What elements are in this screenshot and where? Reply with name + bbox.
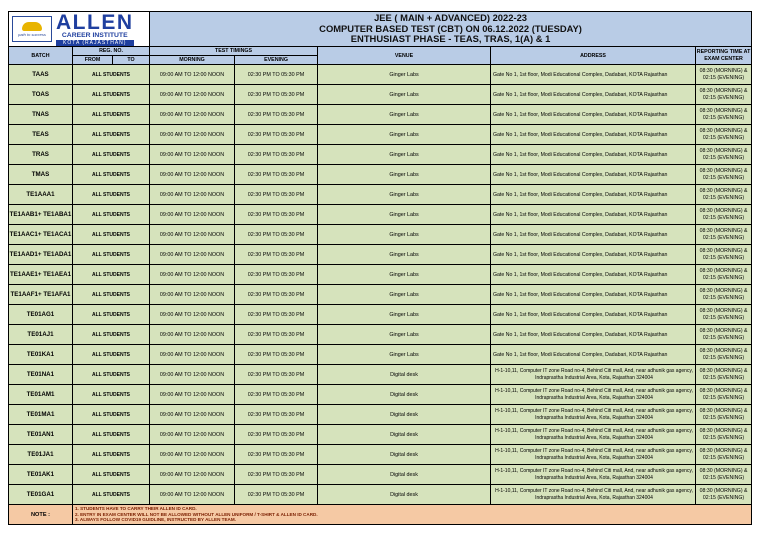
reg-no-cell: ALL STUDENTS [73, 225, 150, 245]
evening-time-cell: 02:30 PM TO 05:30 PM [235, 125, 318, 145]
allen-logo [9, 13, 149, 46]
batch-cell: TE1AAD1+ TE1ADA1 [9, 245, 73, 265]
venue-cell: Ginger Labs [318, 125, 491, 145]
header-morning: MORNING [150, 56, 235, 65]
morning-time-cell: 09:00 AM TO 12:00 NOON [150, 325, 235, 345]
evening-time-cell: 02:30 PM TO 05:30 PM [235, 485, 318, 505]
morning-time-cell: 09:00 AM TO 12:00 NOON [150, 145, 235, 165]
batch-cell: TE1AAB1+ TE1ABA1 [9, 205, 73, 225]
table-row [9, 365, 752, 385]
reporting-time-cell: 08:30 (MORNING) & 02:15 (EVENING) [696, 145, 752, 165]
table-row [9, 285, 752, 305]
batch-cell: TRAS [9, 145, 73, 165]
evening-time-cell: 02:30 PM TO 05:30 PM [235, 265, 318, 285]
reporting-time-cell: 08:30 (MORNING) & 02:15 (EVENING) [696, 225, 752, 245]
venue-cell: Ginger Labs [318, 205, 491, 225]
reporting-time-cell: 08:30 (MORNING) & 02:15 (EVENING) [696, 105, 752, 125]
reg-no-cell: ALL STUDENTS [73, 105, 150, 125]
venue-cell: Ginger Labs [318, 225, 491, 245]
venue-cell: Digital desk [318, 465, 491, 485]
evening-time-cell: 02:30 PM TO 05:30 PM [235, 285, 318, 305]
header-from: FROM [73, 56, 113, 65]
bulb-icon [22, 22, 42, 31]
morning-time-cell: 09:00 AM TO 12:00 NOON [150, 405, 235, 425]
reporting-time-cell: 08:30 (MORNING) & 02:15 (EVENING) [696, 445, 752, 465]
address-cell: Gate No 1, 1st floor, Modi Educational Complex, Dadabari, KOTA Rajasthan [491, 145, 696, 165]
table-row [9, 165, 752, 185]
reporting-time-cell: 08:30 (MORNING) & 02:15 (EVENING) [696, 345, 752, 365]
address-cell: H-1-10,11, Computer IT zone Road no-4, Behind Citi mall, And, near adhunik gas agency, Indraprastha Industrial Area, Kota, Rajasthan 324004 [491, 465, 696, 485]
table-row [9, 65, 752, 85]
evening-time-cell: 02:30 PM TO 05:30 PM [235, 245, 318, 265]
venue-cell: Digital desk [318, 425, 491, 445]
logo-brand: ALLEN [56, 11, 134, 34]
venue-cell: Digital desk [318, 485, 491, 505]
reg-no-cell: ALL STUDENTS [73, 445, 150, 465]
reporting-time-cell: 08:30 (MORNING) & 02:15 (EVENING) [696, 65, 752, 85]
reg-no-cell: ALL STUDENTS [73, 385, 150, 405]
morning-time-cell: 09:00 AM TO 12:00 NOON [150, 165, 235, 185]
table-row [9, 305, 752, 325]
address-cell: Gate No 1, 1st floor, Modi Educational Complex, Dadabari, KOTA Rajasthan [491, 285, 696, 305]
evening-time-cell: 02:30 PM TO 05:30 PM [235, 425, 318, 445]
batch-cell: TNAS [9, 105, 73, 125]
note-line: 3. ALWAYS FOLLOW COVID19 GUIDLINE, INSTRUCTED BY ALLEN TEAM. [75, 517, 236, 523]
batch-cell: TE01AJ1 [9, 325, 73, 345]
reg-no-cell: ALL STUDENTS [73, 365, 150, 385]
batch-cell: TE1AAE1+ TE1AEA1 [9, 265, 73, 285]
reg-no-cell: ALL STUDENTS [73, 405, 150, 425]
note-lines [73, 505, 752, 525]
reporting-time-cell: 08:30 (MORNING) & 02:15 (EVENING) [696, 425, 752, 445]
batch-cell: TE01AM1 [9, 385, 73, 405]
venue-cell: Ginger Labs [318, 145, 491, 165]
evening-time-cell: 02:30 PM TO 05:30 PM [235, 105, 318, 125]
venue-cell: Ginger Labs [318, 165, 491, 185]
morning-time-cell: 09:00 AM TO 12:00 NOON [150, 125, 235, 145]
reporting-time-cell: 08:30 (MORNING) & 02:15 (EVENING) [696, 205, 752, 225]
header-reporting-time: REPORTING TIME AT EXAM CENTER [696, 47, 752, 65]
reporting-time-cell: 08:30 (MORNING) & 02:15 (EVENING) [696, 185, 752, 205]
morning-time-cell: 09:00 AM TO 12:00 NOON [150, 265, 235, 285]
morning-time-cell: 09:00 AM TO 12:00 NOON [150, 105, 235, 125]
address-cell: H-1-10,11, Computer IT zone Road no-4, Behind Citi mall, And, near adhunik gas agency, Indraprastha Industrial Area, Kota, Rajasthan 324004 [491, 425, 696, 445]
logo-emblem-icon [12, 16, 52, 42]
reporting-time-cell: 08:30 (MORNING) & 02:15 (EVENING) [696, 385, 752, 405]
schedule-sheet [8, 11, 751, 525]
header-batch: BATCH [9, 47, 73, 65]
evening-time-cell: 02:30 PM TO 05:30 PM [235, 305, 318, 325]
batch-cell: TAAS [9, 65, 73, 85]
venue-cell: Digital desk [318, 445, 491, 465]
evening-time-cell: 02:30 PM TO 05:30 PM [235, 365, 318, 385]
reporting-time-cell: 08:30 (MORNING) & 02:15 (EVENING) [696, 325, 752, 345]
table-row [9, 125, 752, 145]
logo-tagline: path to success [18, 31, 46, 37]
table-row [9, 85, 752, 105]
title-line-2: COMPUTER BASED TEST (CBT) ON 06.12.2022 (TUESDAY) [319, 22, 582, 34]
header-test-timings: TEST TIMINGS [150, 47, 318, 56]
reg-no-cell: ALL STUDENTS [73, 185, 150, 205]
reg-no-cell: ALL STUDENTS [73, 205, 150, 225]
evening-time-cell: 02:30 PM TO 05:30 PM [235, 65, 318, 85]
reg-no-cell: ALL STUDENTS [73, 465, 150, 485]
address-cell: H-1-10,11, Computer IT zone Road no-4, Behind Citi mall, And, near adhunik gas agency, Indraprastha Industrial Area, Kota, Rajasthan 324004 [491, 385, 696, 405]
address-cell: H-1-10,11, Computer IT zone Road no-4, Behind Citi mall, And, near adhunik gas agency, Indraprastha Industrial Area, Kota, Rajasthan 324004 [491, 405, 696, 425]
morning-time-cell: 09:00 AM TO 12:00 NOON [150, 305, 235, 325]
venue-cell: Ginger Labs [318, 265, 491, 285]
evening-time-cell: 02:30 PM TO 05:30 PM [235, 205, 318, 225]
reg-no-cell: ALL STUDENTS [73, 125, 150, 145]
reporting-time-cell: 08:30 (MORNING) & 02:15 (EVENING) [696, 265, 752, 285]
morning-time-cell: 09:00 AM TO 12:00 NOON [150, 465, 235, 485]
reg-no-cell: ALL STUDENTS [73, 305, 150, 325]
batch-cell: TE1AAF1+ TE1AFA1 [9, 285, 73, 305]
reporting-time-cell: 08:30 (MORNING) & 02:15 (EVENING) [696, 405, 752, 425]
batch-cell: TE01AG1 [9, 305, 73, 325]
venue-cell: Digital desk [318, 385, 491, 405]
batch-cell: TE01JA1 [9, 445, 73, 465]
header-to: TO [113, 56, 150, 65]
venue-cell: Ginger Labs [318, 285, 491, 305]
reporting-time-cell: 08:30 (MORNING) & 02:15 (EVENING) [696, 285, 752, 305]
evening-time-cell: 02:30 PM TO 05:30 PM [235, 445, 318, 465]
address-cell: Gate No 1, 1st floor, Modi Educational Complex, Dadabari, KOTA Rajasthan [491, 165, 696, 185]
reg-no-cell: ALL STUDENTS [73, 425, 150, 445]
reporting-time-cell: 08:30 (MORNING) & 02:15 (EVENING) [696, 465, 752, 485]
evening-time-cell: 02:30 PM TO 05:30 PM [235, 165, 318, 185]
header-reg-no: REG. NO. [73, 47, 150, 56]
reporting-time-cell: 08:30 (MORNING) & 02:15 (EVENING) [696, 245, 752, 265]
morning-time-cell: 09:00 AM TO 12:00 NOON [150, 65, 235, 85]
reg-no-cell: ALL STUDENTS [73, 285, 150, 305]
morning-time-cell: 09:00 AM TO 12:00 NOON [150, 285, 235, 305]
table-row [9, 405, 752, 425]
note-line: 1. STUDENTS HAVE TO CARRY THEIR ALLEN ID CARD. [75, 506, 197, 512]
batch-cell: TE01KA1 [9, 345, 73, 365]
table-row [9, 245, 752, 265]
reg-no-cell: ALL STUDENTS [73, 325, 150, 345]
table-row [9, 345, 752, 365]
address-cell: Gate No 1, 1st floor, Modi Educational Complex, Dadabari, KOTA Rajasthan [491, 265, 696, 285]
table-row [9, 325, 752, 345]
reg-no-cell: ALL STUDENTS [73, 265, 150, 285]
table-row [9, 225, 752, 245]
address-cell: Gate No 1, 1st floor, Modi Educational Complex, Dadabari, KOTA Rajasthan [491, 205, 696, 225]
address-cell: Gate No 1, 1st floor, Modi Educational Complex, Dadabari, KOTA Rajasthan [491, 125, 696, 145]
morning-time-cell: 09:00 AM TO 12:00 NOON [150, 425, 235, 445]
schedule-table [8, 11, 752, 525]
table-row [9, 265, 752, 285]
title-line-3: ENTHUSIAST PHASE - TEAS, TRAS, 1(A) & 1 [350, 33, 551, 45]
batch-cell: TE01AK1 [9, 465, 73, 485]
batch-cell: TOAS [9, 85, 73, 105]
table-row [9, 205, 752, 225]
venue-cell: Ginger Labs [318, 105, 491, 125]
venue-cell: Ginger Labs [318, 245, 491, 265]
title-line-1: JEE ( MAIN + ADVANCED) 2022-23 [374, 12, 527, 24]
morning-time-cell: 09:00 AM TO 12:00 NOON [150, 245, 235, 265]
table-row [9, 145, 752, 165]
reporting-time-cell: 08:30 (MORNING) & 02:15 (EVENING) [696, 305, 752, 325]
venue-cell: Digital desk [318, 405, 491, 425]
address-cell: Gate No 1, 1st floor, Modi Educational Complex, Dadabari, KOTA Rajasthan [491, 85, 696, 105]
batch-cell: TE1AAC1+ TE1ACA1 [9, 225, 73, 245]
venue-cell: Ginger Labs [318, 65, 491, 85]
morning-time-cell: 09:00 AM TO 12:00 NOON [150, 445, 235, 465]
batch-cell: TE01GA1 [9, 485, 73, 505]
batch-cell: TE1AAA1 [9, 185, 73, 205]
table-row [9, 465, 752, 485]
evening-time-cell: 02:30 PM TO 05:30 PM [235, 345, 318, 365]
morning-time-cell: 09:00 AM TO 12:00 NOON [150, 225, 235, 245]
address-cell: H-1-10,11, Computer IT zone Road no-4, Behind Citi mall, And, near adhunik gas agency, Indraprastha Industrial Area, Kota, Rajasthan 324004 [491, 445, 696, 465]
evening-time-cell: 02:30 PM TO 05:30 PM [235, 465, 318, 485]
table-row [9, 485, 752, 505]
reporting-time-cell: 08:30 (MORNING) & 02:15 (EVENING) [696, 125, 752, 145]
header-venue: VENUE [318, 47, 491, 65]
morning-time-cell: 09:00 AM TO 12:00 NOON [150, 345, 235, 365]
batch-cell: TE01AN1 [9, 425, 73, 445]
evening-time-cell: 02:30 PM TO 05:30 PM [235, 385, 318, 405]
reg-no-cell: ALL STUDENTS [73, 345, 150, 365]
venue-cell: Ginger Labs [318, 305, 491, 325]
reporting-time-cell: 08:30 (MORNING) & 02:15 (EVENING) [696, 485, 752, 505]
reg-no-cell: ALL STUDENTS [73, 145, 150, 165]
reporting-time-cell: 08:30 (MORNING) & 02:15 (EVENING) [696, 165, 752, 185]
morning-time-cell: 09:00 AM TO 12:00 NOON [150, 85, 235, 105]
address-cell: Gate No 1, 1st floor, Modi Educational Complex, Dadabari, KOTA Rajasthan [491, 225, 696, 245]
venue-cell: Ginger Labs [318, 85, 491, 105]
venue-cell: Ginger Labs [318, 325, 491, 345]
address-cell: Gate No 1, 1st floor, Modi Educational Complex, Dadabari, KOTA Rajasthan [491, 305, 696, 325]
table-row [9, 185, 752, 205]
header-evening: EVENING [235, 56, 318, 65]
batch-cell: TMAS [9, 165, 73, 185]
address-cell: Gate No 1, 1st floor, Modi Educational Complex, Dadabari, KOTA Rajasthan [491, 65, 696, 85]
address-cell: Gate No 1, 1st floor, Modi Educational Complex, Dadabari, KOTA Rajasthan [491, 185, 696, 205]
reg-no-cell: ALL STUDENTS [73, 85, 150, 105]
morning-time-cell: 09:00 AM TO 12:00 NOON [150, 485, 235, 505]
reg-no-cell: ALL STUDENTS [73, 165, 150, 185]
morning-time-cell: 09:00 AM TO 12:00 NOON [150, 385, 235, 405]
note-label: NOTE : [9, 505, 73, 525]
address-cell: Gate No 1, 1st floor, Modi Educational Complex, Dadabari, KOTA Rajasthan [491, 325, 696, 345]
evening-time-cell: 02:30 PM TO 05:30 PM [235, 405, 318, 425]
reporting-time-cell: 08:30 (MORNING) & 02:15 (EVENING) [696, 85, 752, 105]
table-row [9, 105, 752, 125]
batch-cell: TE01NA1 [9, 365, 73, 385]
note-line: 2. ENTRY IN EXAM CENTER WILL NOT BE ALLOWED WITHOUT ALLEN UNIFORM / T-SHIRT & ALLEN ID CARD. [75, 511, 318, 517]
batch-cell: TEAS [9, 125, 73, 145]
address-cell: Gate No 1, 1st floor, Modi Educational Complex, Dadabari, KOTA Rajasthan [491, 245, 696, 265]
logo-cell [9, 12, 150, 47]
reg-no-cell: ALL STUDENTS [73, 65, 150, 85]
morning-time-cell: 09:00 AM TO 12:00 NOON [150, 205, 235, 225]
evening-time-cell: 02:30 PM TO 05:30 PM [235, 325, 318, 345]
reg-no-cell: ALL STUDENTS [73, 245, 150, 265]
address-cell: Gate No 1, 1st floor, Modi Educational Complex, Dadabari, KOTA Rajasthan [491, 105, 696, 125]
table-row [9, 445, 752, 465]
evening-time-cell: 02:30 PM TO 05:30 PM [235, 225, 318, 245]
address-cell: H-1-10,11, Computer IT zone Road no-4, Behind Citi mall, And, near adhunik gas agency, Indraprastha Industrial Area, Kota, Rajasthan 324004 [491, 485, 696, 505]
reporting-time-cell: 08:30 (MORNING) & 02:15 (EVENING) [696, 365, 752, 385]
title-cell [150, 12, 752, 47]
logo-city: KOTA (RAJASTHAN) [56, 40, 134, 46]
table-row [9, 385, 752, 405]
table-row [9, 425, 752, 445]
header-address: ADDRESS [491, 47, 696, 65]
evening-time-cell: 02:30 PM TO 05:30 PM [235, 85, 318, 105]
batch-cell: TE01MA1 [9, 405, 73, 425]
reg-no-cell: ALL STUDENTS [73, 485, 150, 505]
venue-cell: Ginger Labs [318, 185, 491, 205]
evening-time-cell: 02:30 PM TO 05:30 PM [235, 145, 318, 165]
morning-time-cell: 09:00 AM TO 12:00 NOON [150, 365, 235, 385]
note-row [9, 505, 752, 525]
morning-time-cell: 09:00 AM TO 12:00 NOON [150, 185, 235, 205]
address-cell: Gate No 1, 1st floor, Modi Educational Complex, Dadabari, KOTA Rajasthan [491, 345, 696, 365]
venue-cell: Ginger Labs [318, 345, 491, 365]
venue-cell: Digital desk [318, 365, 491, 385]
logo-subtitle: CAREER INSTITUTE [61, 31, 128, 39]
evening-time-cell: 02:30 PM TO 05:30 PM [235, 185, 318, 205]
address-cell: H-1-10,11, Computer IT zone Road no-4, Behind Citi mall, And, near adhunik gas agency, Indraprastha Industrial Area, Kota, Rajasthan 324004 [491, 365, 696, 385]
